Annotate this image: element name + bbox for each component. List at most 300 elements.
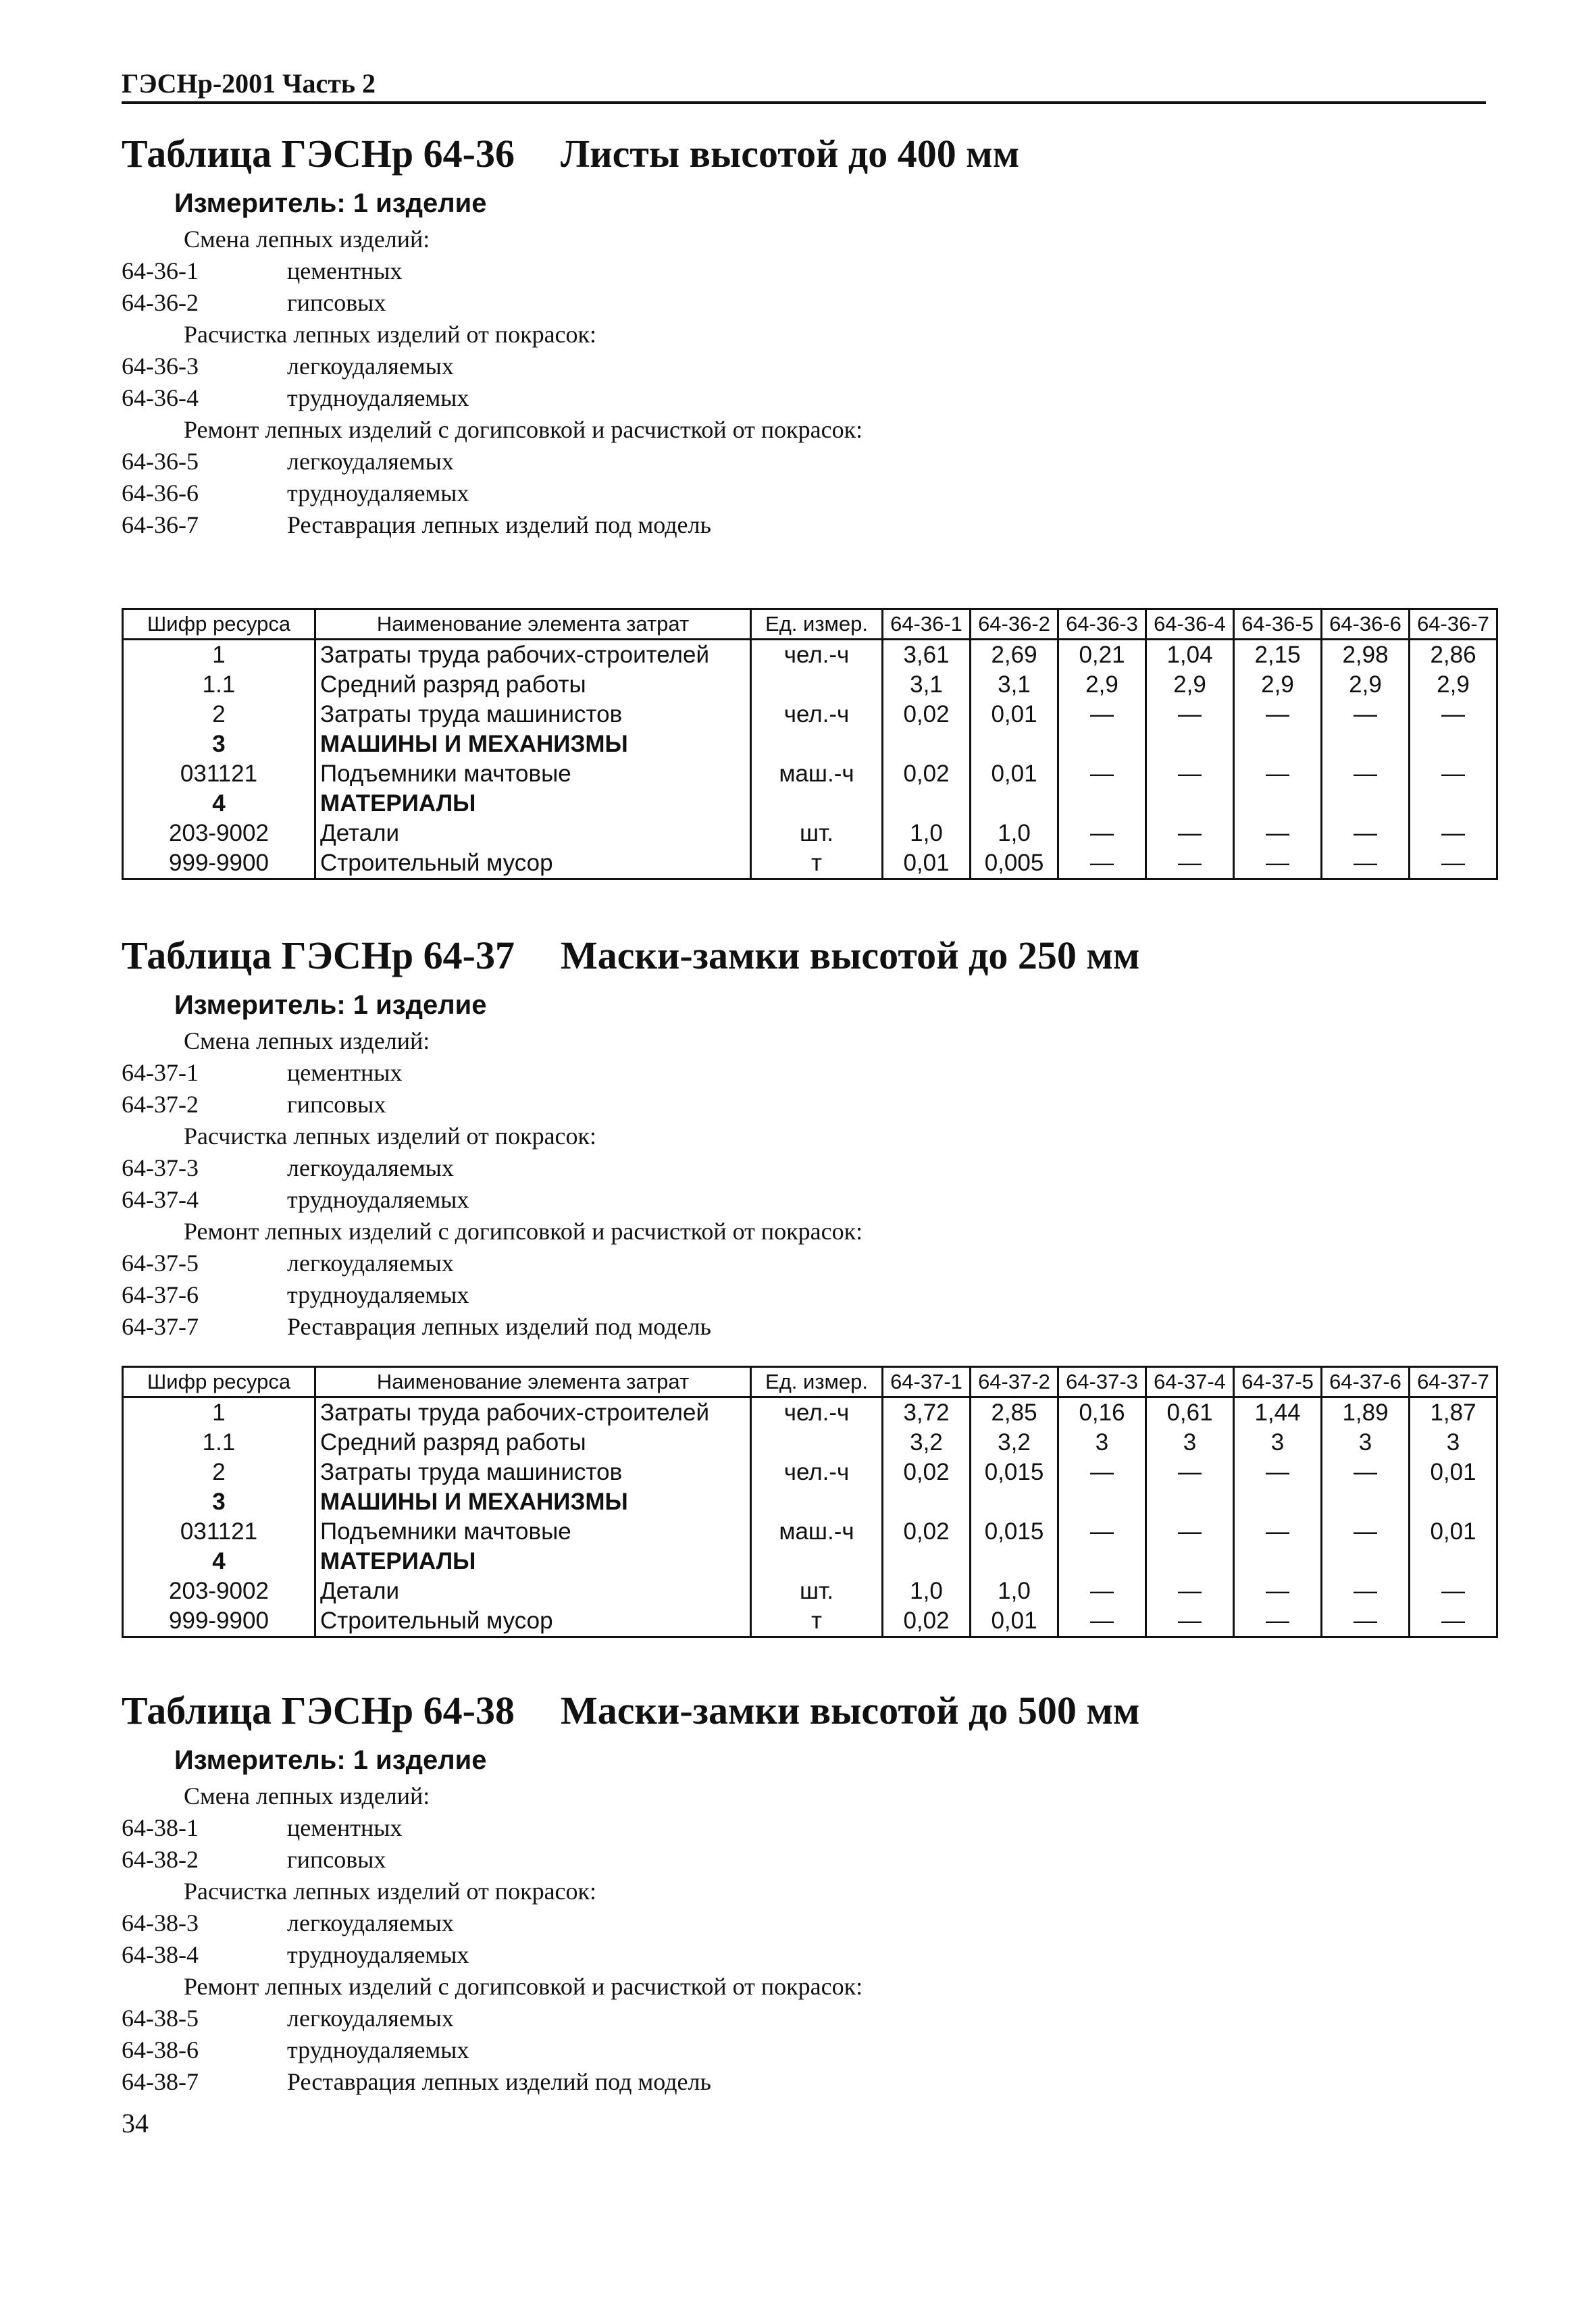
cell-value: 3,1 [883, 670, 971, 700]
cell-unit [751, 789, 883, 819]
table-title-number: Таблица ГЭСНр 64-38 [122, 1689, 515, 1732]
table-row [123, 1458, 1497, 1487]
work-text: гипсовых [287, 1846, 386, 1873]
cell-value: — [1058, 700, 1146, 729]
work-text: Смена лепных изделий: [184, 1782, 430, 1809]
work-group-heading [122, 1121, 1493, 1152]
section-row [123, 1547, 1497, 1576]
cell-unit: шт. [751, 819, 883, 848]
table-row [123, 1517, 1497, 1547]
cell-value: 3,72 [883, 1397, 971, 1429]
cell-value [1058, 1487, 1146, 1517]
running-header: ГЭСНр-2001 Часть 2 [122, 68, 1486, 104]
cell-value [1410, 1547, 1497, 1576]
cell-value: — [1058, 819, 1146, 848]
work-code: 64-36-3 [122, 353, 199, 380]
cell-element-name: Детали [315, 1576, 751, 1606]
cell-value: — [1058, 848, 1146, 879]
cell-value: 2,9 [1410, 670, 1497, 700]
cell-resource-code: 3 [123, 1487, 315, 1517]
cell-value [1410, 1487, 1497, 1517]
cell-value: 1,0 [971, 819, 1058, 848]
cell-value [1146, 789, 1234, 819]
cell-value: — [1146, 1606, 1234, 1637]
work-item [122, 1939, 1493, 1971]
cell-value [1410, 729, 1497, 759]
cell-value [883, 1547, 971, 1576]
work-text: легкоудаляемых [287, 1250, 454, 1277]
cell-value: — [1322, 759, 1410, 789]
work-item [122, 1152, 1493, 1184]
cell-value: 1,44 [1234, 1397, 1322, 1429]
table-title-text: Маски-замки высотой до 250 мм [561, 933, 1140, 977]
work-group-heading [122, 1780, 1493, 1812]
cell-value: — [1234, 1606, 1322, 1637]
cell-value: 3,1 [971, 670, 1058, 700]
cell-element-name: Затраты труда машинистов [315, 1458, 751, 1487]
meter-label: Измеритель: 1 изделие [174, 188, 487, 218]
cell-value [1234, 1487, 1322, 1517]
work-text: трудноудаляемых [287, 2036, 469, 2063]
cell-value [1410, 789, 1497, 819]
section-64-37 [122, 927, 1493, 1343]
section-64-36 [122, 125, 1493, 541]
work-text: гипсовых [287, 289, 386, 316]
work-item [122, 2003, 1493, 2034]
cell-value [883, 729, 971, 759]
cell-value: 0,61 [1146, 1397, 1234, 1429]
cell-unit: чел.-ч [751, 640, 883, 671]
table-row [123, 700, 1497, 729]
cell-element-name: Средний разряд работы [315, 1428, 751, 1458]
cell-value: 2,69 [971, 640, 1058, 671]
cell-unit [751, 1547, 883, 1576]
work-code: 64-37-6 [122, 1281, 199, 1308]
cell-value: — [1146, 1517, 1234, 1547]
work-text: трудноудаляемых [287, 1186, 469, 1213]
cell-value [1146, 1547, 1234, 1576]
cell-value: — [1146, 700, 1234, 729]
work-item [122, 351, 1493, 382]
header-norm-code: 64-36-1 [883, 609, 971, 640]
cell-value: 0,01 [971, 700, 1058, 729]
work-item [122, 509, 1493, 541]
work-list [122, 224, 1493, 541]
cell-value: 3 [1234, 1428, 1322, 1458]
work-item [122, 446, 1493, 478]
work-item [122, 1844, 1493, 1876]
header-norm-code: 64-36-5 [1234, 609, 1322, 640]
work-code: 64-37-5 [122, 1250, 199, 1277]
cell-value: 0,01 [883, 848, 971, 879]
header-resource-code: Шифр ресурса [123, 1367, 315, 1397]
section-row [123, 1487, 1497, 1517]
work-item [122, 1057, 1493, 1089]
work-text: Реставрация лепных изделий под модель [287, 2068, 711, 2095]
cell-value: — [1322, 1606, 1410, 1637]
table-row [123, 759, 1497, 789]
header-element-name: Наименование элемента затрат [315, 1367, 751, 1397]
work-text: Реставрация лепных изделий под модель [287, 511, 711, 538]
cell-unit: маш.-ч [751, 759, 883, 789]
cell-resource-code: 999-9900 [123, 848, 315, 879]
header-unit: Ед. измер. [751, 1367, 883, 1397]
cell-value: — [1322, 700, 1410, 729]
work-text: трудноудаляемых [287, 480, 469, 507]
work-item [122, 1311, 1493, 1343]
work-item [122, 287, 1493, 319]
work-text: цементных [287, 1059, 403, 1086]
work-code: 64-36-5 [122, 448, 199, 475]
header-norm-code: 64-36-3 [1058, 609, 1146, 640]
cell-unit: т [751, 848, 883, 879]
table-title-text: Маски-замки высотой до 500 мм [561, 1689, 1140, 1732]
work-code: 64-37-2 [122, 1091, 199, 1118]
cell-resource-code: 2 [123, 1458, 315, 1487]
cell-element-name: МАТЕРИАЛЫ [315, 789, 751, 819]
work-code: 64-38-4 [122, 1941, 199, 1968]
header-norm-code: 64-37-5 [1234, 1367, 1322, 1397]
table-row [123, 1397, 1497, 1429]
work-item [122, 1089, 1493, 1121]
work-group-heading [122, 224, 1493, 255]
header-norm-code: 64-36-6 [1322, 609, 1410, 640]
work-text: Ремонт лепных изделий с догипсовкой и расчисткой от покрасок: [184, 1218, 863, 1245]
header-element-name: Наименование элемента затрат [315, 609, 751, 640]
cell-value: 0,02 [883, 1606, 971, 1637]
work-item [122, 1279, 1493, 1311]
cell-value: 0,01 [971, 759, 1058, 789]
cell-value: — [1058, 759, 1146, 789]
cell-value: 1,0 [971, 1576, 1058, 1606]
cell-value: 2,9 [1234, 670, 1322, 700]
cell-value: — [1234, 848, 1322, 879]
norms-table-64-36 [122, 608, 1498, 880]
cell-unit: маш.-ч [751, 1517, 883, 1547]
work-group-heading [122, 1876, 1493, 1907]
cell-value: — [1322, 1458, 1410, 1487]
work-code: 64-36-1 [122, 257, 199, 284]
cell-value [1322, 1487, 1410, 1517]
work-item [122, 1248, 1493, 1279]
cell-value: 1,87 [1410, 1397, 1497, 1429]
cell-value: 3 [1146, 1428, 1234, 1458]
cell-value: 3 [1322, 1428, 1410, 1458]
work-text: легкоудаляемых [287, 1909, 454, 1936]
cell-value: 0,02 [883, 1458, 971, 1487]
table-row [123, 848, 1497, 879]
cell-value: 2,9 [1058, 670, 1146, 700]
cell-element-name: Строительный мусор [315, 1606, 751, 1637]
cell-value: — [1058, 1517, 1146, 1547]
section-64-38 [122, 1682, 1493, 2098]
cell-value: — [1322, 848, 1410, 879]
cell-value: — [1058, 1458, 1146, 1487]
cell-value: — [1146, 848, 1234, 879]
cell-value [971, 789, 1058, 819]
cell-unit: шт. [751, 1576, 883, 1606]
cell-value: 2,15 [1234, 640, 1322, 671]
work-text: легкоудаляемых [287, 2005, 454, 2032]
header-norm-code: 64-37-3 [1058, 1367, 1146, 1397]
table-title-text: Листы высотой до 400 мм [561, 132, 1020, 176]
work-text: трудноудаляемых [287, 384, 469, 411]
header-unit: Ед. измер. [751, 609, 883, 640]
cell-resource-code: 1.1 [123, 670, 315, 700]
work-text: Расчистка лепных изделий от покрасок: [184, 1123, 597, 1150]
cell-value: — [1234, 1458, 1322, 1487]
cell-value: — [1410, 700, 1497, 729]
table-row [123, 1576, 1497, 1606]
cell-value: 0,015 [971, 1517, 1058, 1547]
cell-unit: чел.-ч [751, 700, 883, 729]
work-group-heading [122, 319, 1493, 351]
cell-unit [751, 1428, 883, 1458]
cell-value: 3 [1410, 1428, 1497, 1458]
cell-value [1234, 1547, 1322, 1576]
cell-value: 2,85 [971, 1397, 1058, 1429]
table-header-row [123, 1367, 1497, 1397]
header-norm-code: 64-37-6 [1322, 1367, 1410, 1397]
cell-value: — [1410, 1576, 1497, 1606]
work-code: 64-37-1 [122, 1059, 199, 1086]
work-text: Расчистка лепных изделий от покрасок: [184, 1878, 597, 1905]
cell-value: 3,2 [883, 1428, 971, 1458]
cell-unit [751, 1487, 883, 1517]
cell-value: 2,86 [1410, 640, 1497, 671]
work-text: легкоудаляемых [287, 448, 454, 475]
section-row [123, 729, 1497, 759]
cell-resource-code: 4 [123, 1547, 315, 1576]
cell-value [971, 729, 1058, 759]
cell-value: 3,2 [971, 1428, 1058, 1458]
cell-value: — [1146, 1458, 1234, 1487]
cell-element-name: Подъемники мачтовые [315, 759, 751, 789]
cell-value: 3,61 [883, 640, 971, 671]
table-row [123, 670, 1497, 700]
cell-element-name: МАШИНЫ И МЕХАНИЗМЫ [315, 1487, 751, 1517]
cell-unit: чел.-ч [751, 1458, 883, 1487]
work-text: трудноудаляемых [287, 1941, 469, 1968]
page-number: 34 [122, 2108, 149, 2138]
work-text: Смена лепных изделий: [184, 226, 430, 253]
cell-resource-code: 1 [123, 1397, 315, 1429]
cell-element-name: Затраты труда машинистов [315, 700, 751, 729]
cell-value [1234, 729, 1322, 759]
cell-value: — [1146, 1576, 1234, 1606]
work-text: Ремонт лепных изделий с догипсовкой и расчисткой от покрасок: [184, 416, 863, 443]
cell-value: — [1410, 848, 1497, 879]
table-title [122, 125, 1493, 183]
cell-value: — [1322, 1517, 1410, 1547]
cell-resource-code: 203-9002 [123, 819, 315, 848]
table-row [123, 640, 1497, 671]
cell-unit [751, 729, 883, 759]
table-title-number: Таблица ГЭСНр 64-37 [122, 933, 515, 977]
cell-value [883, 789, 971, 819]
cell-value: 0,02 [883, 700, 971, 729]
cell-unit: т [751, 1606, 883, 1637]
work-code: 64-36-4 [122, 384, 199, 411]
work-list [122, 1780, 1493, 2098]
work-code: 64-38-2 [122, 1846, 199, 1873]
cell-value [971, 1487, 1058, 1517]
table-header-row [123, 609, 1497, 640]
work-code: 64-36-6 [122, 480, 199, 507]
cell-value: — [1234, 1576, 1322, 1606]
cell-value: — [1146, 819, 1234, 848]
cell-value: 0,02 [883, 1517, 971, 1547]
work-code: 64-38-7 [122, 2068, 199, 2095]
header-norm-code: 64-36-4 [1146, 609, 1234, 640]
norms-table-64-37 [122, 1366, 1498, 1638]
work-text: Смена лепных изделий: [184, 1027, 430, 1054]
work-text: легкоудаляемых [287, 353, 454, 380]
header-norm-code: 64-36-7 [1410, 609, 1497, 640]
section-row [123, 789, 1497, 819]
work-text: Расчистка лепных изделий от покрасок: [184, 321, 597, 348]
cell-value: 0,01 [971, 1606, 1058, 1637]
header-norm-code: 64-37-7 [1410, 1367, 1497, 1397]
cell-value: 1,0 [883, 1576, 971, 1606]
work-code: 64-38-3 [122, 1909, 199, 1936]
cell-element-name: МАШИНЫ И МЕХАНИЗМЫ [315, 729, 751, 759]
cell-resource-code: 2 [123, 700, 315, 729]
cell-resource-code: 1 [123, 640, 315, 671]
cell-resource-code: 1.1 [123, 1428, 315, 1458]
cell-value [971, 1547, 1058, 1576]
cell-element-name: МАТЕРИАЛЫ [315, 1547, 751, 1576]
cell-value [1146, 729, 1234, 759]
work-code: 64-38-6 [122, 2036, 199, 2063]
table-title [122, 927, 1493, 985]
work-group-heading [122, 1025, 1493, 1057]
cell-unit [751, 670, 883, 700]
work-code: 64-36-2 [122, 289, 199, 316]
header-norm-code: 64-36-2 [971, 609, 1058, 640]
work-group-heading [122, 1216, 1493, 1248]
header-norm-code: 64-37-2 [971, 1367, 1058, 1397]
cell-resource-code: 999-9900 [123, 1606, 315, 1637]
cell-value: 1,04 [1146, 640, 1234, 671]
cell-element-name: Средний разряд работы [315, 670, 751, 700]
cell-element-name: Затраты труда рабочих-строителей [315, 640, 751, 671]
work-code: 64-37-3 [122, 1154, 199, 1181]
cell-value: 0,16 [1058, 1397, 1146, 1429]
work-code: 64-37-7 [122, 1313, 199, 1340]
work-code: 64-37-4 [122, 1186, 199, 1213]
work-text: цементных [287, 257, 403, 284]
meter-label: Измеритель: 1 изделие [174, 1745, 487, 1775]
work-text: легкоудаляемых [287, 1154, 454, 1181]
cell-element-name: Детали [315, 819, 751, 848]
cell-value: 0,005 [971, 848, 1058, 879]
cell-value: 3 [1058, 1428, 1146, 1458]
cell-unit: чел.-ч [751, 1397, 883, 1429]
work-code: 64-38-5 [122, 2005, 199, 2032]
work-group-heading [122, 414, 1493, 446]
cell-value: — [1234, 700, 1322, 729]
cell-value: 0,21 [1058, 640, 1146, 671]
cell-value: — [1322, 1576, 1410, 1606]
work-item [122, 382, 1493, 414]
cell-value: 0,01 [1410, 1458, 1497, 1487]
cell-value: 2,98 [1322, 640, 1410, 671]
cell-value: — [1410, 819, 1497, 848]
cell-value: — [1146, 759, 1234, 789]
cell-value [1322, 1547, 1410, 1576]
work-item [122, 2066, 1493, 2098]
cell-value: — [1234, 759, 1322, 789]
cell-value: — [1410, 1606, 1497, 1637]
header-norm-code: 64-37-4 [1146, 1367, 1234, 1397]
work-item [122, 478, 1493, 509]
work-text: Ремонт лепных изделий с догипсовкой и расчисткой от покрасок: [184, 1973, 863, 2000]
work-code: 64-38-1 [122, 1814, 199, 1841]
cell-value: — [1322, 819, 1410, 848]
work-item [122, 1184, 1493, 1216]
cell-value: 1,0 [883, 819, 971, 848]
cell-value [1058, 789, 1146, 819]
cell-value: — [1234, 1517, 1322, 1547]
cell-value [1322, 789, 1410, 819]
cell-value: 2,9 [1322, 670, 1410, 700]
cell-value: 0,02 [883, 759, 971, 789]
cell-value: 0,01 [1410, 1517, 1497, 1547]
work-item [122, 1812, 1493, 1844]
work-text: цементных [287, 1814, 403, 1841]
cell-value [1146, 1487, 1234, 1517]
work-item [122, 1907, 1493, 1939]
cell-value: 2,9 [1146, 670, 1234, 700]
cell-value [1058, 1547, 1146, 1576]
cell-value [883, 1487, 971, 1517]
cell-value [1058, 729, 1146, 759]
cell-value: 1,89 [1322, 1397, 1410, 1429]
cell-element-name: Затраты труда рабочих-строителей [315, 1397, 751, 1429]
meter-label: Измеритель: 1 изделие [174, 990, 487, 1020]
table-row [123, 1606, 1497, 1637]
header-norm-code: 64-37-1 [883, 1367, 971, 1397]
cell-value: — [1058, 1576, 1146, 1606]
work-text: гипсовых [287, 1091, 386, 1118]
table-row [123, 1428, 1497, 1458]
cell-value: 0,015 [971, 1458, 1058, 1487]
work-code: 64-36-7 [122, 511, 199, 538]
work-text: Реставрация лепных изделий под модель [287, 1313, 711, 1340]
cell-value: — [1058, 1606, 1146, 1637]
table-row [123, 819, 1497, 848]
cell-resource-code: 4 [123, 789, 315, 819]
cell-value: — [1410, 759, 1497, 789]
cell-resource-code: 3 [123, 729, 315, 759]
cell-value [1322, 729, 1410, 759]
cell-resource-code: 031121 [123, 759, 315, 789]
cell-value: — [1234, 819, 1322, 848]
cell-value [1234, 789, 1322, 819]
work-group-heading [122, 1971, 1493, 2003]
work-item [122, 2034, 1493, 2066]
cell-element-name: Строительный мусор [315, 848, 751, 879]
header-resource-code: Шифр ресурса [123, 609, 315, 640]
cell-resource-code: 031121 [123, 1517, 315, 1547]
work-item [122, 255, 1493, 287]
work-list [122, 1025, 1493, 1343]
table-title [122, 1682, 1493, 1740]
work-text: трудноудаляемых [287, 1281, 469, 1308]
table-title-number: Таблица ГЭСНр 64-36 [122, 132, 515, 176]
cell-resource-code: 203-9002 [123, 1576, 315, 1606]
